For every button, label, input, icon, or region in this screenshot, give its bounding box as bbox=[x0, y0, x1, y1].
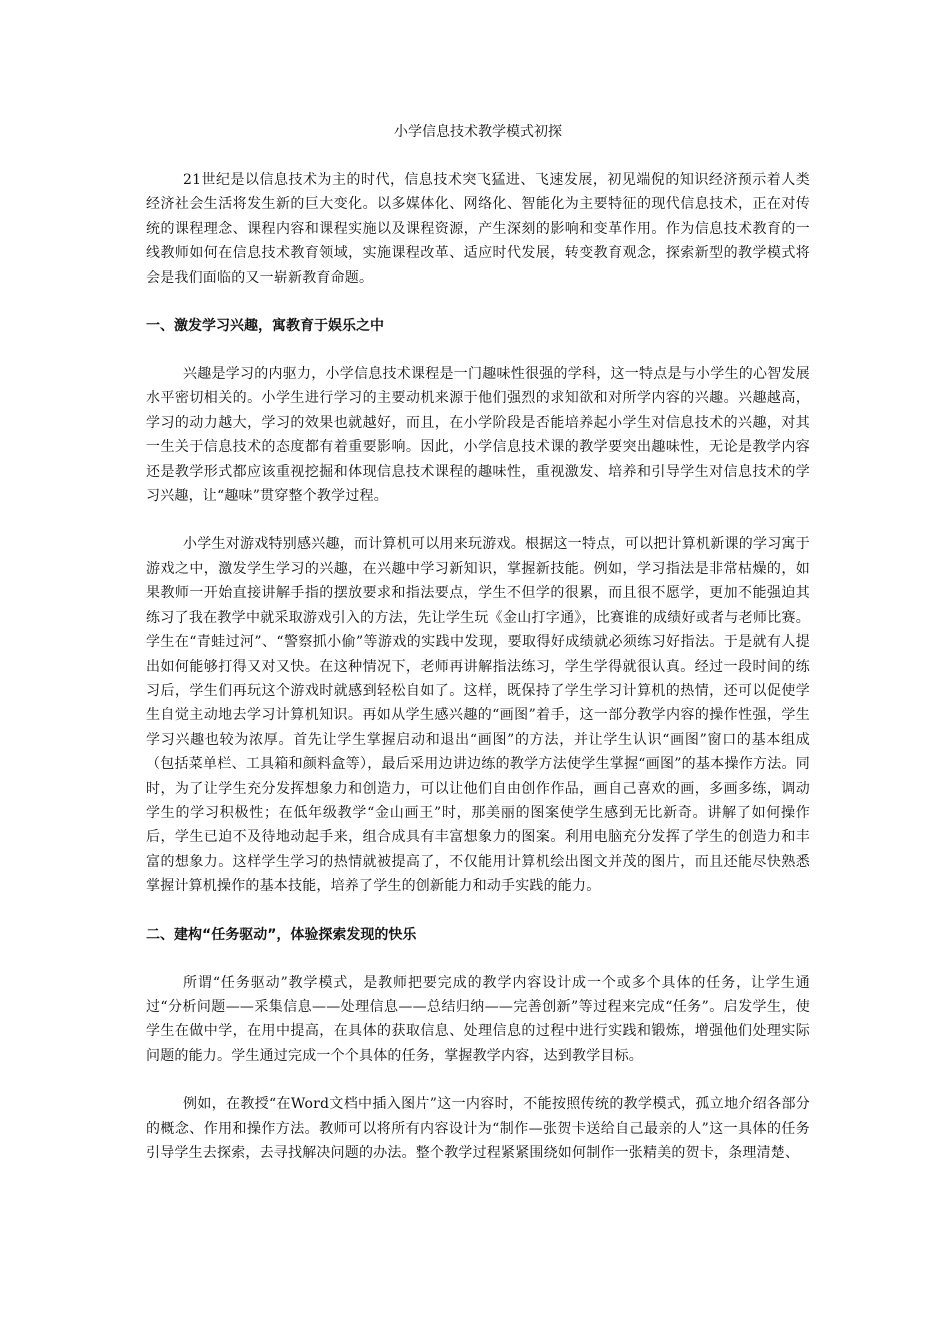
document-title: 小学信息技术教学模式初探 bbox=[394, 124, 562, 140]
section-1-paragraph-2: 小学生对游戏特别感兴趣，而计算机可以用来玩游戏。根据这一特点，可以把计算机新课的学习寓于游戏之中，激发学生学习的兴趣，在兴趣中学习新知识，掌握新技能。例如，学习指法是非常枯燥的，如果教师一开始直接讲解手指的摆放要求和指法要点，学生不但学的很累，而且很不愿学，更加不能强迫其练习了我在教学中就采取游戏引入的方法，先让学生玩《金山打字通》，比赛谁的成绩好或者与老师比赛。学生在“青蛙过河”、“警察抓小偷”等游戏的实践中发现，要取得好成绩就必须练习好指法。于是就有人提出如何能够打得又对又快。在这种情况下，老师再讲解指法练习，学生学得就很认真。经过一段时间的练习后，学生们再玩这个游戏时就感到轻松自如了。这样，既保持了学生学习计算机的热情，还可以促使学生自觉主动地去学习计算机知识。再如从学生感兴趣的“画图”着手，这一部分教学内容的操作性强，学生学习兴趣也较为浓厚。首先让学生掌握启动和退出“画图”的方法，并让学生认识“画图”窗口的基本组成（包括菜单栏、工具箱和颜料盒等），最后采用边讲边练的教学方法使学生掌握“画图”的基本操作方法。同时，为了让学生充分发挥想象力和创造力，可以让他们自由创作作品，画自己喜欢的画，多画多练，调动学生的学习积极性；在低年级教学“金山画王”时，那美丽的图案使学生感到无比新奇。讲解了如何操作后，学生已迫不及待地动起手来，组合成具有丰富想象力的图案。利用电脑充分发挥了学生的创造力和丰富的想象力。这样学生学习的热情就被提高了，不仅能用计算机绘出图文并茂的图片，而且还能尽快熟悉掌握计算机操作的基本技能，培养了学生的创新能力和动手实践的能力。 bbox=[146, 536, 810, 895]
section-1-paragraph-1: 兴趣是学习的内驱力，小学信息技术课程是一门趣味性很强的学科，这一特点是与小学生的心智发展水平密切相关的。小学生进行学习的主要动机来源于他们强烈的求知欲和对所学内容的兴趣。兴趣越高，学习的动力越大，学习的效果也就越好，而且，在小学阶段是否能培养起小学生对信息技术的兴趣，对其一生关于信息技术的态度都有着重要影响。因此，小学信息技术课的教学要突出趣味性，无论是教学内容还是教学形式都应该重视挖掘和体现信息技术课程的趣味性，重视激发、培养和引导学生对信息技术的学习兴趣，让“趣味”贯穿整个教学过程。 bbox=[146, 366, 810, 505]
section-1-heading: 一、激发学习兴趣，寓教育于娱乐之中 bbox=[146, 318, 384, 335]
intro-paragraph: 21世纪是以信息技术为主的时代，信息技术突飞猛进、飞速发展，初见端倪的知识经济预示着人类经济社会生活将发生新的巨大变化。以多媒体化、网络化、智能化为主要特征的现代信息技术，正在对传统的课程理念、课程内容和课程实施以及课程资源，产生深刻的影响和变革作用。作为信息技术教育的一线教师如何在信息技术教育领域，实施课程改革、适应时代发展，转变教育观念，探索新型的教学模式将会是我们面临的又一崭新教育命题。 bbox=[146, 172, 810, 286]
section-2-paragraph-2: 例如，在教授“在Word文档中插入图片”这一内容时，不能按照传统的教学模式，孤立地介绍各部分的概念、作用和操作方法。教师可以将所有内容设计为“制作—张贺卡送给自己最亲的人”这一具体的任务引导学生去探索，去寻找解决问题的办法。整个教学过程紧紧围绕如何制作一张精美的贺卡，条理清楚、 bbox=[146, 1096, 810, 1161]
section-2-paragraph-1: 所谓“任务驱动”教学模式，是教师把要完成的教学内容设计成一个或多个具体的任务，让学生通过“分析问题——采集信息——处理信息——总结归纳——完善创新”等过程来完成“任务”。启发学生，使学生在做中学，在用中提高，在具体的获取信息、处理信息的过程中进行实践和锻炼，增强他们处理实际问题的能力。学生通过完成一个个具体的任务，掌握教学内容，达到教学目标。 bbox=[146, 974, 810, 1064]
section-2-heading: 二、建构“任务驱动”，体验探索发现的快乐 bbox=[146, 926, 417, 943]
document-page bbox=[146, 120, 810, 1189]
